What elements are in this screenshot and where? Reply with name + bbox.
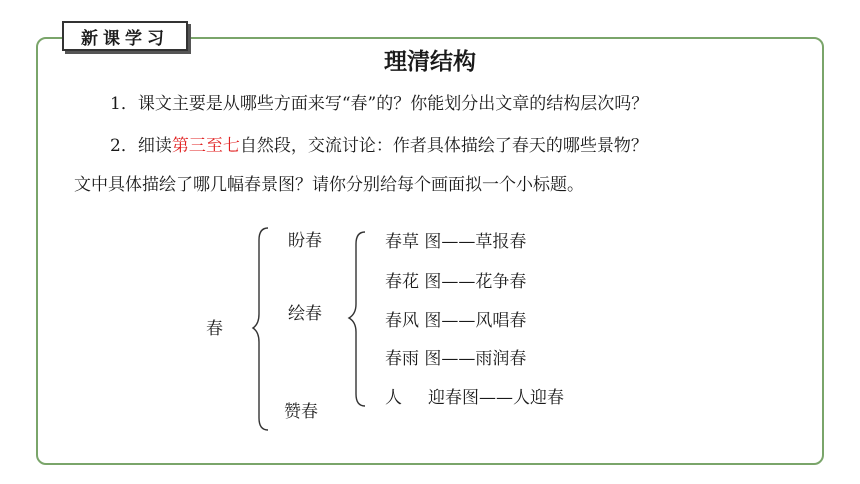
question-2-prefix: 2．细读 <box>110 136 172 156</box>
scene-2-suffix: 图——花争春 <box>424 272 527 292</box>
part-2: 绘春 <box>288 304 322 324</box>
scene-4 <box>385 351 526 368</box>
scene-5 <box>385 390 564 407</box>
scene-1 <box>385 234 526 251</box>
page-title: 理清结构 <box>384 49 476 75</box>
scene-1-suffix: 图——草报春 <box>424 232 527 252</box>
question-2-suffix: 自然段，交流讨论：作者具体描绘了春天的哪些景物？ <box>239 136 648 156</box>
scene-4-suffix: 图——雨润春 <box>424 349 527 369</box>
question-2 <box>110 138 648 155</box>
scene-3-suffix: 图——风唱春 <box>424 311 527 331</box>
part-3: 赞春 <box>284 402 318 422</box>
scene-2-name: 春花 <box>385 272 419 292</box>
question-1: 1．课文主要是从哪些方面来写“春”的？你能划分出文章的结构层次吗？ <box>110 94 649 114</box>
scene-3-name: 春风 <box>385 311 419 331</box>
scene-3 <box>385 313 526 330</box>
scene-1-name: 春草 <box>385 232 419 252</box>
scene-2 <box>385 274 526 291</box>
question-2-highlight: 第三至七 <box>171 136 240 156</box>
scene-5-name: 人 <box>385 388 402 408</box>
question-2-line2: 文中具体描绘了哪几幅春景图？请你分别给每个画面拟一个小标题。 <box>74 175 584 195</box>
part-1: 盼春 <box>288 231 322 251</box>
scene-5-suffix: 迎春图——人迎春 <box>428 388 564 408</box>
scene-4-name: 春雨 <box>385 349 419 369</box>
section-tag: 新课学习 <box>62 21 188 51</box>
structure-root: 春 <box>206 319 223 339</box>
